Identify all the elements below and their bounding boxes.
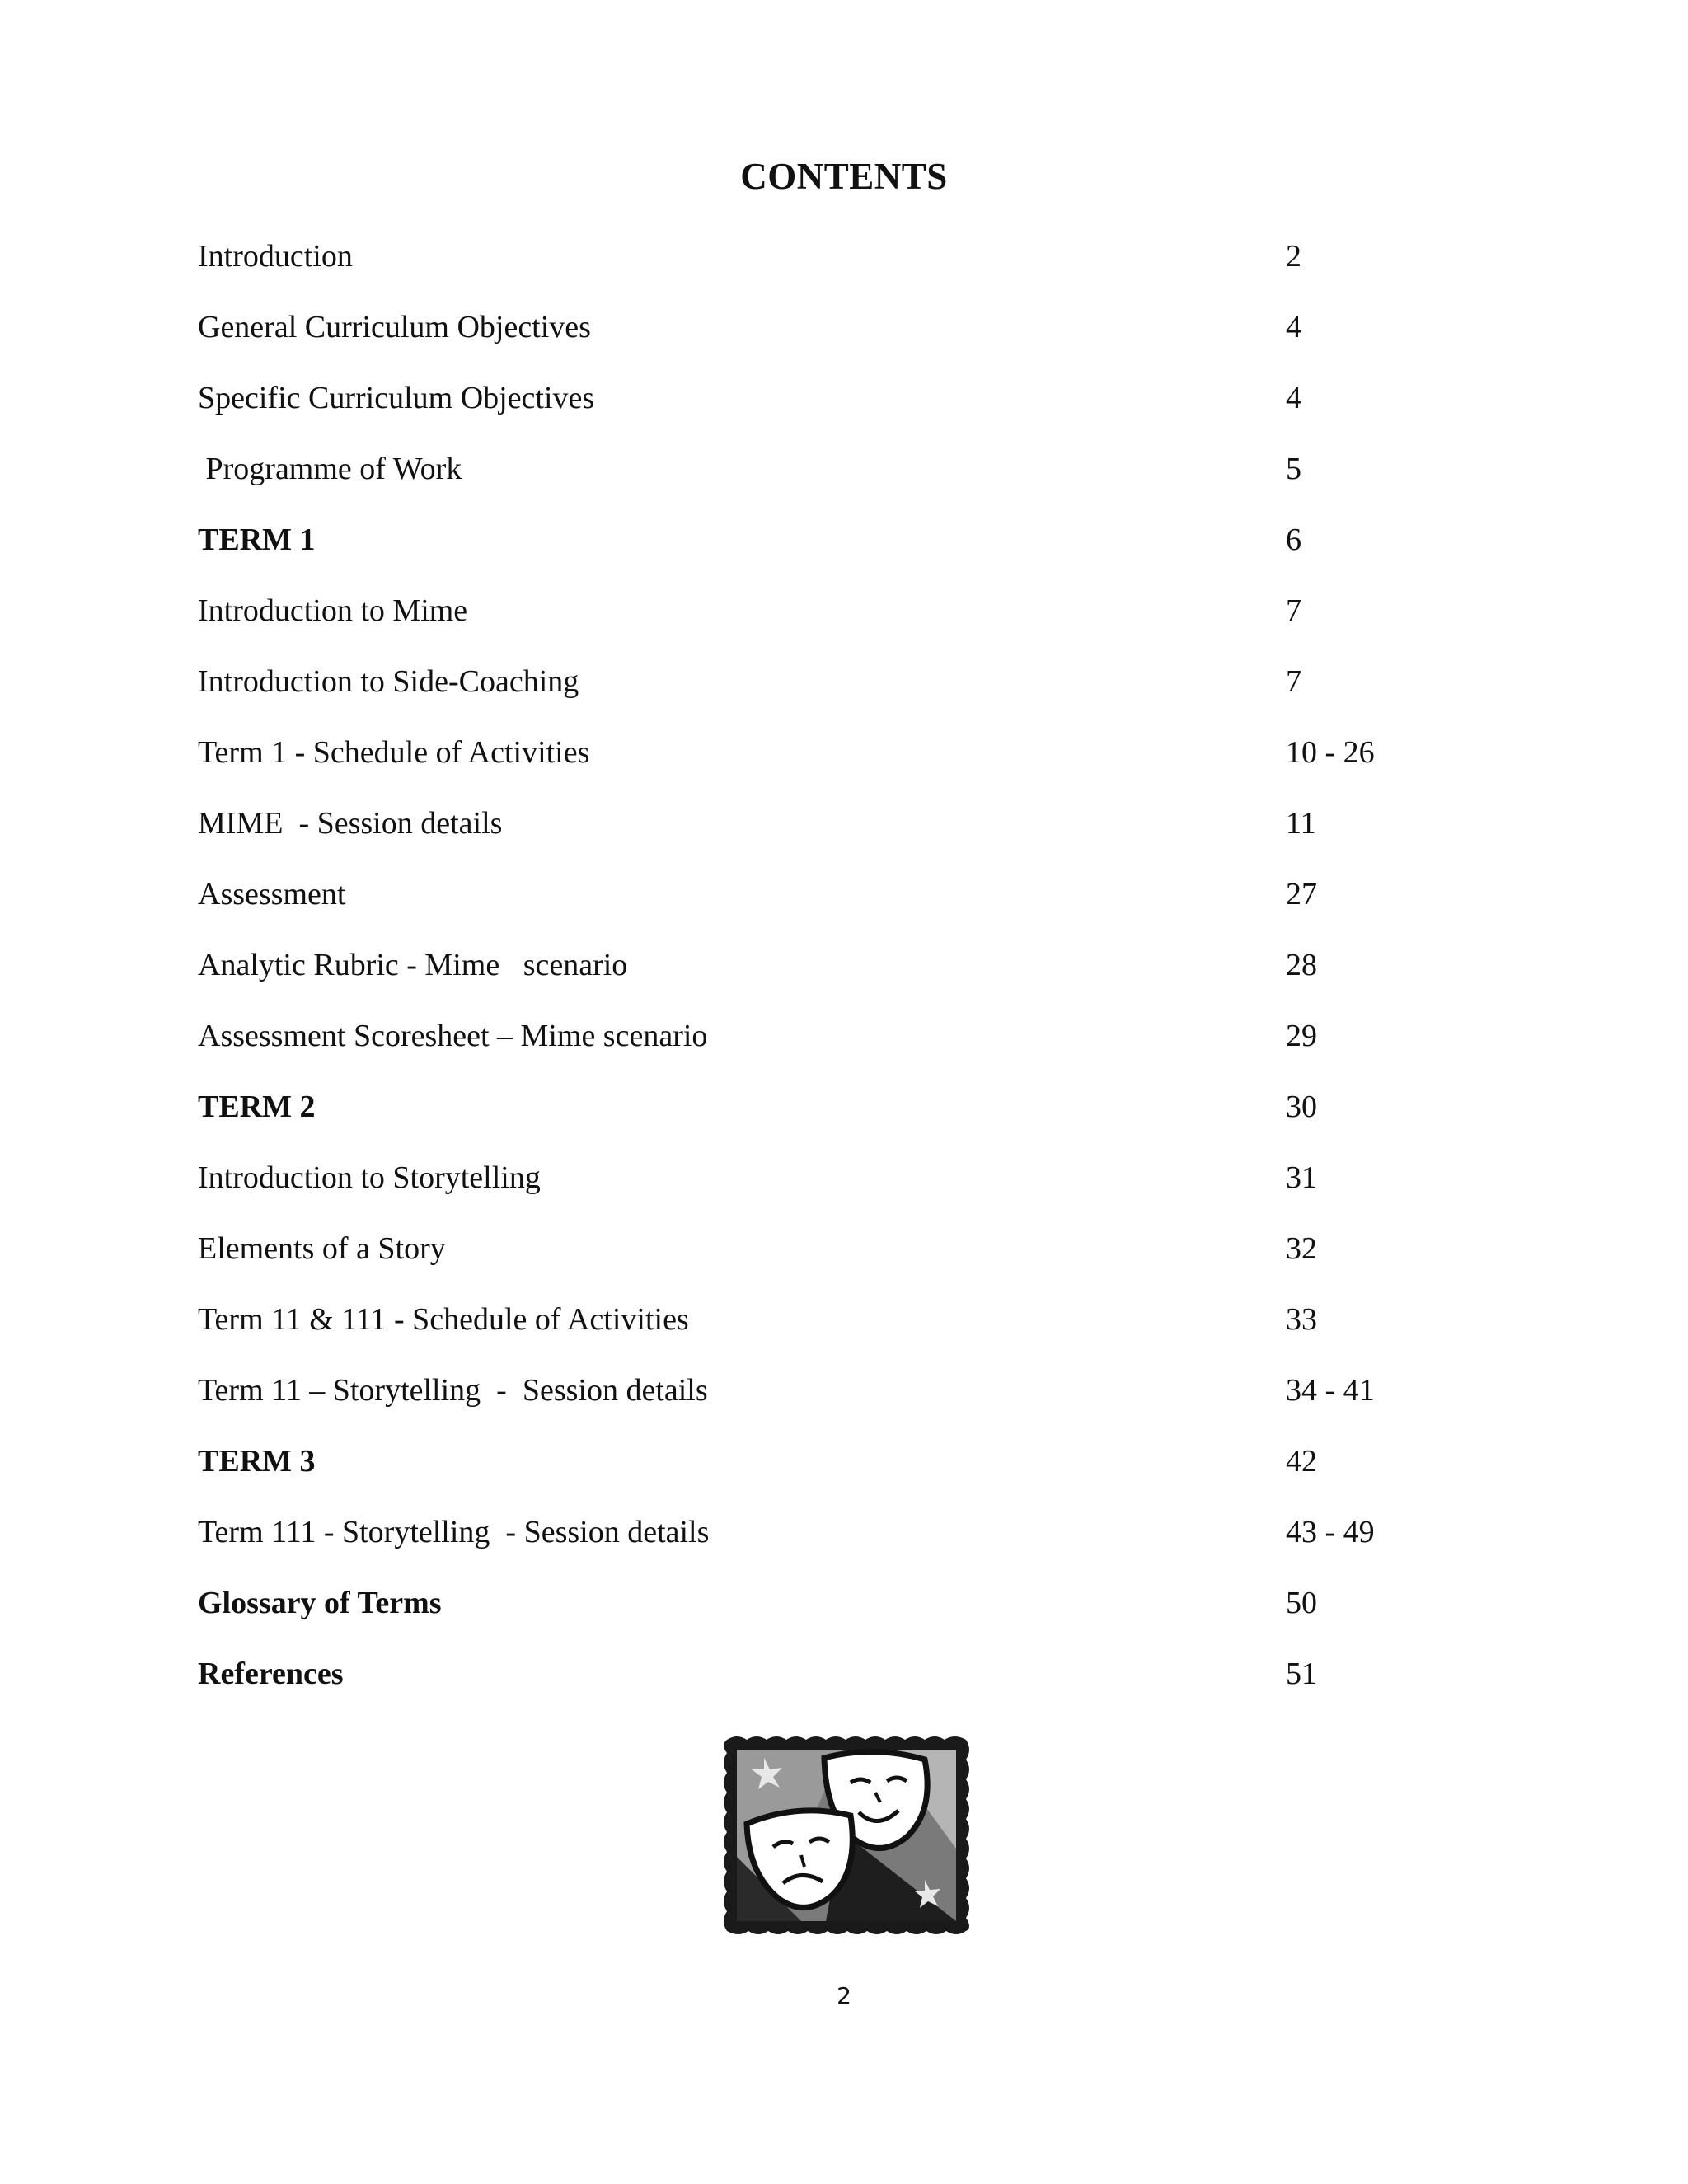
toc-entry	[0, 870, 1688, 941]
toc-entry-page: 30	[1286, 1090, 1317, 1124]
theatre-masks-icon	[719, 1733, 974, 1938]
toc-entry	[0, 729, 1688, 799]
toc-entry-page: 34 - 41	[1286, 1373, 1375, 1408]
toc-entry-page: 7	[1286, 593, 1301, 628]
toc-entry-page: 10 - 26	[1286, 735, 1375, 770]
toc-entry-label: References	[198, 1657, 344, 1691]
toc-entry	[0, 232, 1688, 303]
toc-entry-page: 7	[1286, 664, 1301, 699]
toc-entry	[0, 374, 1688, 445]
toc-entry-page: 29	[1286, 1019, 1317, 1053]
toc-entry-label: Term 111 - Storytelling - Session details	[198, 1515, 710, 1549]
toc-entry-page: 27	[1286, 877, 1317, 912]
toc-entry-label: TERM 3	[198, 1444, 316, 1479]
toc-entry	[0, 658, 1688, 729]
toc-entry-label: Glossary of Terms	[198, 1586, 442, 1620]
toc-entry-label: General Curriculum Objectives	[198, 310, 591, 344]
page-number: 2	[837, 1982, 851, 2009]
toc-entry-label: Introduction to Storytelling	[198, 1160, 541, 1195]
toc-entry-label: MIME - Session details	[198, 806, 503, 841]
toc-entry-label: Term 11 & 111 - Schedule of Activities	[198, 1302, 689, 1337]
toc-entry	[0, 445, 1688, 516]
toc-entry-page: 31	[1286, 1160, 1317, 1195]
toc-entry-page: 4	[1286, 381, 1301, 415]
toc-entry-page: 32	[1286, 1231, 1317, 1266]
toc-entry-page: 2	[1286, 239, 1301, 274]
toc-entry	[0, 1579, 1688, 1650]
toc-entry	[0, 799, 1688, 870]
page-title: CONTENTS	[740, 156, 948, 197]
toc-entry-page: 50	[1286, 1586, 1317, 1620]
toc-entry-label: Introduction to Side-Coaching	[198, 664, 579, 699]
toc-entry-label: Assessment	[198, 877, 346, 912]
toc-entry-label: Assessment Scoresheet – Mime scenario	[198, 1019, 708, 1053]
toc-entry-label: Term 11 – Storytelling - Session details	[198, 1373, 708, 1408]
toc-entry	[0, 1154, 1688, 1225]
toc-entry-page: 51	[1286, 1657, 1317, 1691]
toc-entry-page: 6	[1286, 523, 1301, 557]
toc-entry-label: Elements of a Story	[198, 1231, 446, 1266]
toc-entry-label: TERM 2	[198, 1090, 316, 1124]
toc-entry-label: Introduction	[198, 239, 353, 274]
toc-entry	[0, 1225, 1688, 1296]
toc-entry-label: TERM 1	[198, 523, 316, 557]
toc-entry	[0, 303, 1688, 374]
toc-entry-page: 4	[1286, 310, 1301, 344]
toc-entry	[0, 941, 1688, 1012]
toc-entry-page: 28	[1286, 948, 1317, 982]
table-of-contents	[0, 232, 1688, 1721]
toc-entry	[0, 1437, 1688, 1508]
toc-entry-label: Introduction to Mime	[198, 593, 468, 628]
toc-entry-label: Term 1 - Schedule of Activities	[198, 735, 590, 770]
toc-entry-page: 33	[1286, 1302, 1317, 1337]
toc-entry	[0, 1012, 1688, 1083]
toc-entry-page: 5	[1286, 452, 1301, 486]
toc-entry-page: 43 - 49	[1286, 1515, 1375, 1549]
toc-entry	[0, 1083, 1688, 1154]
toc-entry	[0, 587, 1688, 658]
toc-entry-page: 11	[1286, 806, 1316, 841]
toc-entry	[0, 1366, 1688, 1437]
toc-entry	[0, 1650, 1688, 1721]
toc-entry-label: Analytic Rubric - Mime scenario	[198, 948, 628, 982]
toc-entry-label: Programme of Work	[198, 452, 462, 486]
toc-entry-page: 42	[1286, 1444, 1317, 1479]
toc-entry	[0, 1508, 1688, 1579]
toc-entry	[0, 516, 1688, 587]
toc-entry-label: Specific Curriculum Objectives	[198, 381, 595, 415]
toc-entry	[0, 1296, 1688, 1366]
